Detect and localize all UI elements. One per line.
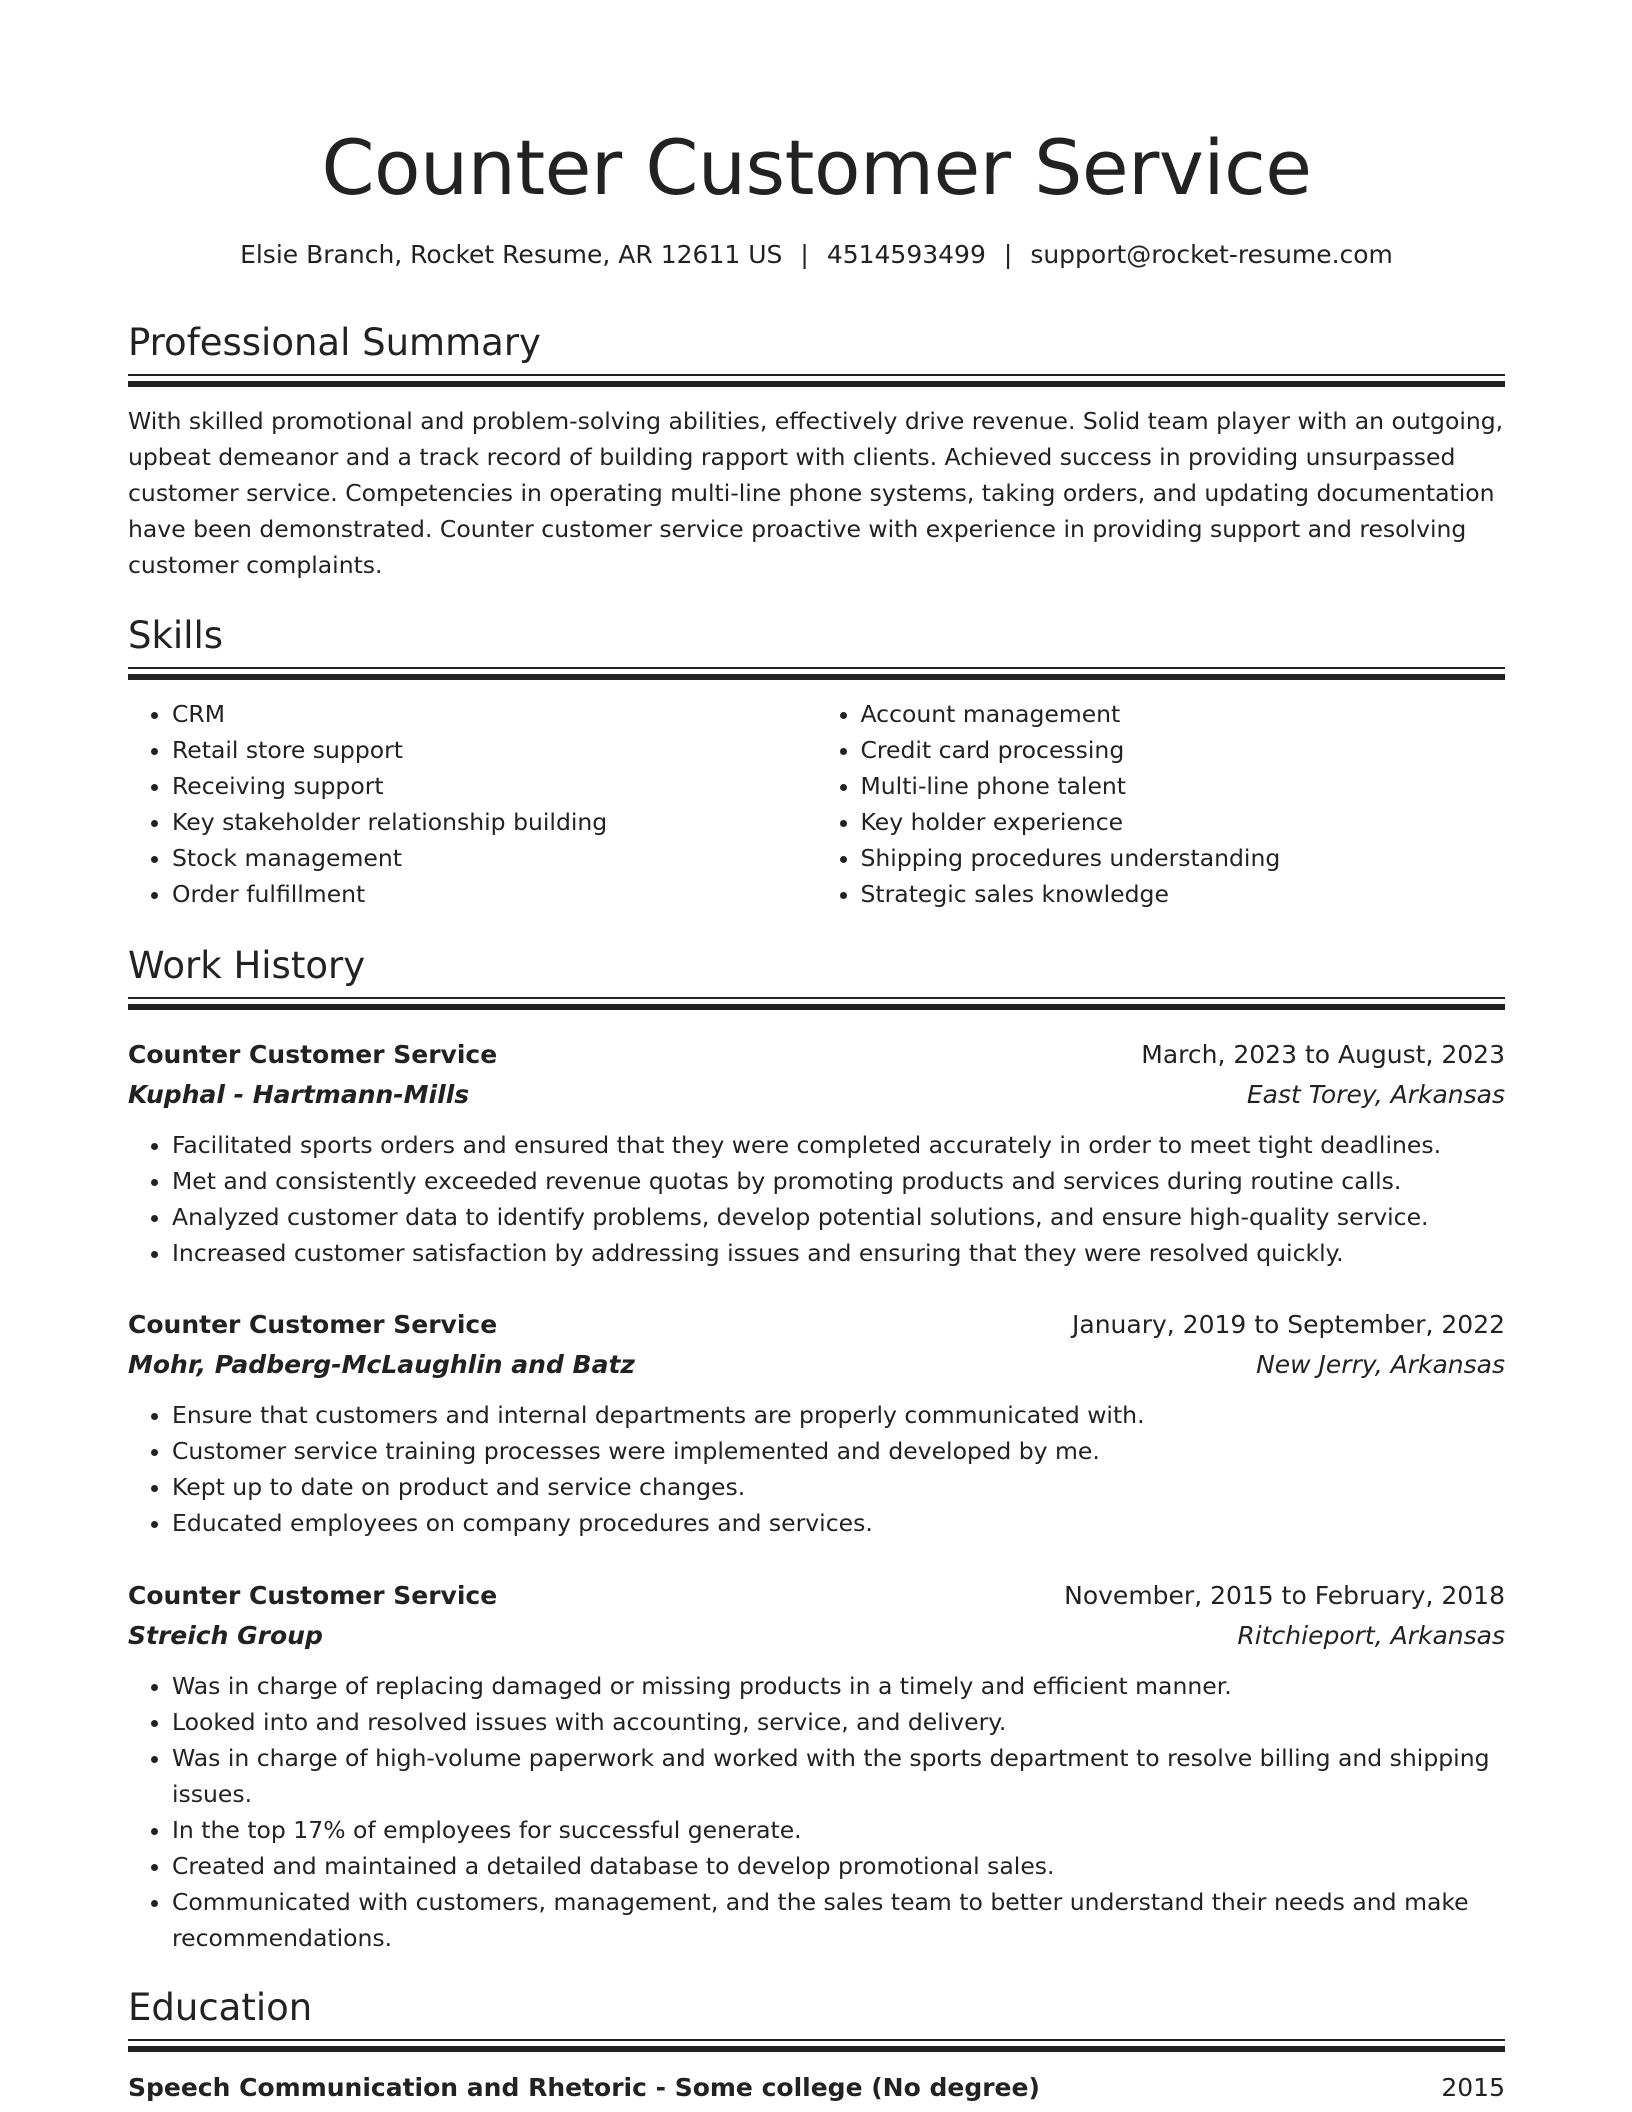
job-role: Counter Customer Service <box>128 1581 498 1610</box>
job-company: Streich Group <box>128 1621 323 1650</box>
job-location: Ritchieport, Arkansas <box>1237 1621 1505 1650</box>
job-dates: March, 2023 to August, 2023 <box>1141 1040 1505 1069</box>
job-role: Counter Customer Service <box>128 1310 498 1339</box>
skill-item: • Key stakeholder relationship building <box>172 804 817 840</box>
job-bullet: • Created and maintained a detailed database to develop promotional sales. <box>172 1848 1505 1884</box>
section-rule <box>128 997 1505 999</box>
job-header-row <box>128 1305 1505 1345</box>
contact-separator: | <box>1003 240 1013 269</box>
education-degree: Speech Communication and Rhetoric - Some college (No degree) <box>128 2073 1040 2102</box>
job-company-row <box>128 1616 1505 1656</box>
section-rule-thick <box>128 2046 1505 2052</box>
job-header-row <box>128 1035 1505 1075</box>
summary-section <box>128 320 1505 583</box>
job-bullet: • Ensure that customers and internal departments are properly communicated with. <box>172 1397 1505 1433</box>
skill-item: • Stock management <box>172 840 817 876</box>
education-row <box>128 2070 1505 2106</box>
skill-item: • Retail store support <box>172 732 817 768</box>
job-bullet: • Educated employees on company procedures and services. <box>172 1505 1505 1541</box>
job-bullets <box>128 1668 1505 1956</box>
skill-item: • Credit card processing <box>861 732 1506 768</box>
job-bullet: • Was in charge of replacing damaged or missing products in a timely and efficient manner. <box>172 1668 1505 1704</box>
job-company-row <box>128 1075 1505 1115</box>
education-heading: Education <box>128 1986 313 2029</box>
job-bullets <box>128 1127 1505 1271</box>
section-rule-thick <box>128 674 1505 680</box>
skills-heading: Skills <box>128 614 224 657</box>
resume-title: Counter Customer Service <box>321 123 1312 212</box>
education-year: 2015 <box>1441 2073 1505 2102</box>
contact-email: support@rocket-resume.com <box>1030 240 1393 269</box>
skill-item: • Key holder experience <box>861 804 1506 840</box>
job-bullet: • Increased customer satisfaction by addressing issues and ensuring that they were resolved quickly. <box>172 1235 1505 1271</box>
work-history-section <box>128 943 1505 1010</box>
job-bullet: • Was in charge of high-volume paperwork and worked with the sports department to resolve billing and shipping issues. <box>172 1740 1505 1812</box>
skill-item: • Account management <box>861 696 1506 732</box>
job-entry <box>128 1305 1505 1541</box>
job-location: East Torey, Arkansas <box>1246 1080 1505 1109</box>
section-rule <box>128 2039 1505 2041</box>
job-entry <box>128 1035 1505 1271</box>
skills-list-left <box>128 696 817 912</box>
job-company-row <box>128 1345 1505 1385</box>
section-rule <box>128 374 1505 376</box>
job-role: Counter Customer Service <box>128 1040 498 1069</box>
skills-section <box>128 613 1505 912</box>
skills-columns <box>128 696 1505 912</box>
skill-item: • Receiving support <box>172 768 817 804</box>
contact-address: Elsie Branch, Rocket Resume, AR 12611 US <box>240 240 783 269</box>
skill-item: • Strategic sales knowledge <box>861 876 1506 912</box>
job-bullet: • Looked into and resolved issues with accounting, service, and delivery. <box>172 1704 1505 1740</box>
job-dates: January, 2019 to September, 2022 <box>1072 1310 1505 1339</box>
job-bullets <box>128 1397 1505 1541</box>
skill-item: • Multi-line phone talent <box>861 768 1506 804</box>
skill-item: • Order fulfillment <box>172 876 817 912</box>
job-company: Kuphal - Hartmann-Mills <box>128 1080 470 1109</box>
job-bullet: • In the top 17% of employees for successful generate. <box>172 1812 1505 1848</box>
job-header-row <box>128 1576 1505 1616</box>
job-entry <box>128 1576 1505 1956</box>
skill-item: • CRM <box>172 696 817 732</box>
section-rule-thick <box>128 1004 1505 1010</box>
section-rule-thick <box>128 381 1505 387</box>
work-history-heading: Work History <box>128 944 366 987</box>
skills-list-right <box>817 696 1506 912</box>
job-bullet: • Kept up to date on product and service changes. <box>172 1469 1505 1505</box>
job-bullet: • Communicated with customers, management, and the sales team to better understand their needs and make recommendations. <box>172 1884 1505 1956</box>
job-dates: November, 2015 to February, 2018 <box>1064 1581 1505 1610</box>
summary-text: With skilled promotional and problem-solving abilities, effectively drive revenue. Solid team player with an outgoing, upbeat demeanor and a track record of building rapport with clients. Achieved success in providing unsurpassed customer service. Competencies in operating multi-line phone systems, taking orders, and updating documentation have been demonstrated. Counter customer service proactive with experience in providing support and resolving customer complaints. <box>128 407 1504 579</box>
contact-line <box>128 237 1505 273</box>
contact-phone: 4514593499 <box>826 240 986 269</box>
skill-item: • Shipping procedures understanding <box>861 840 1506 876</box>
job-bullet: • Customer service training processes were implemented and developed by me. <box>172 1433 1505 1469</box>
job-bullet: • Analyzed customer data to identify problems, develop potential solutions, and ensure high-quality service. <box>172 1199 1505 1235</box>
education-section <box>128 1985 1505 2106</box>
section-rule <box>128 667 1505 669</box>
contact-separator: | <box>800 240 809 269</box>
job-bullet: • Facilitated sports orders and ensured that they were completed accurately in order to meet tight deadlines. <box>172 1127 1505 1163</box>
summary-heading: Professional Summary <box>128 321 541 364</box>
job-company: Mohr, Padberg-McLaughlin and Batz <box>128 1350 635 1379</box>
job-bullet: • Met and consistently exceeded revenue quotas by promoting products and services during routine calls. <box>172 1163 1505 1199</box>
job-location: New Jerry, Arkansas <box>1256 1350 1505 1379</box>
